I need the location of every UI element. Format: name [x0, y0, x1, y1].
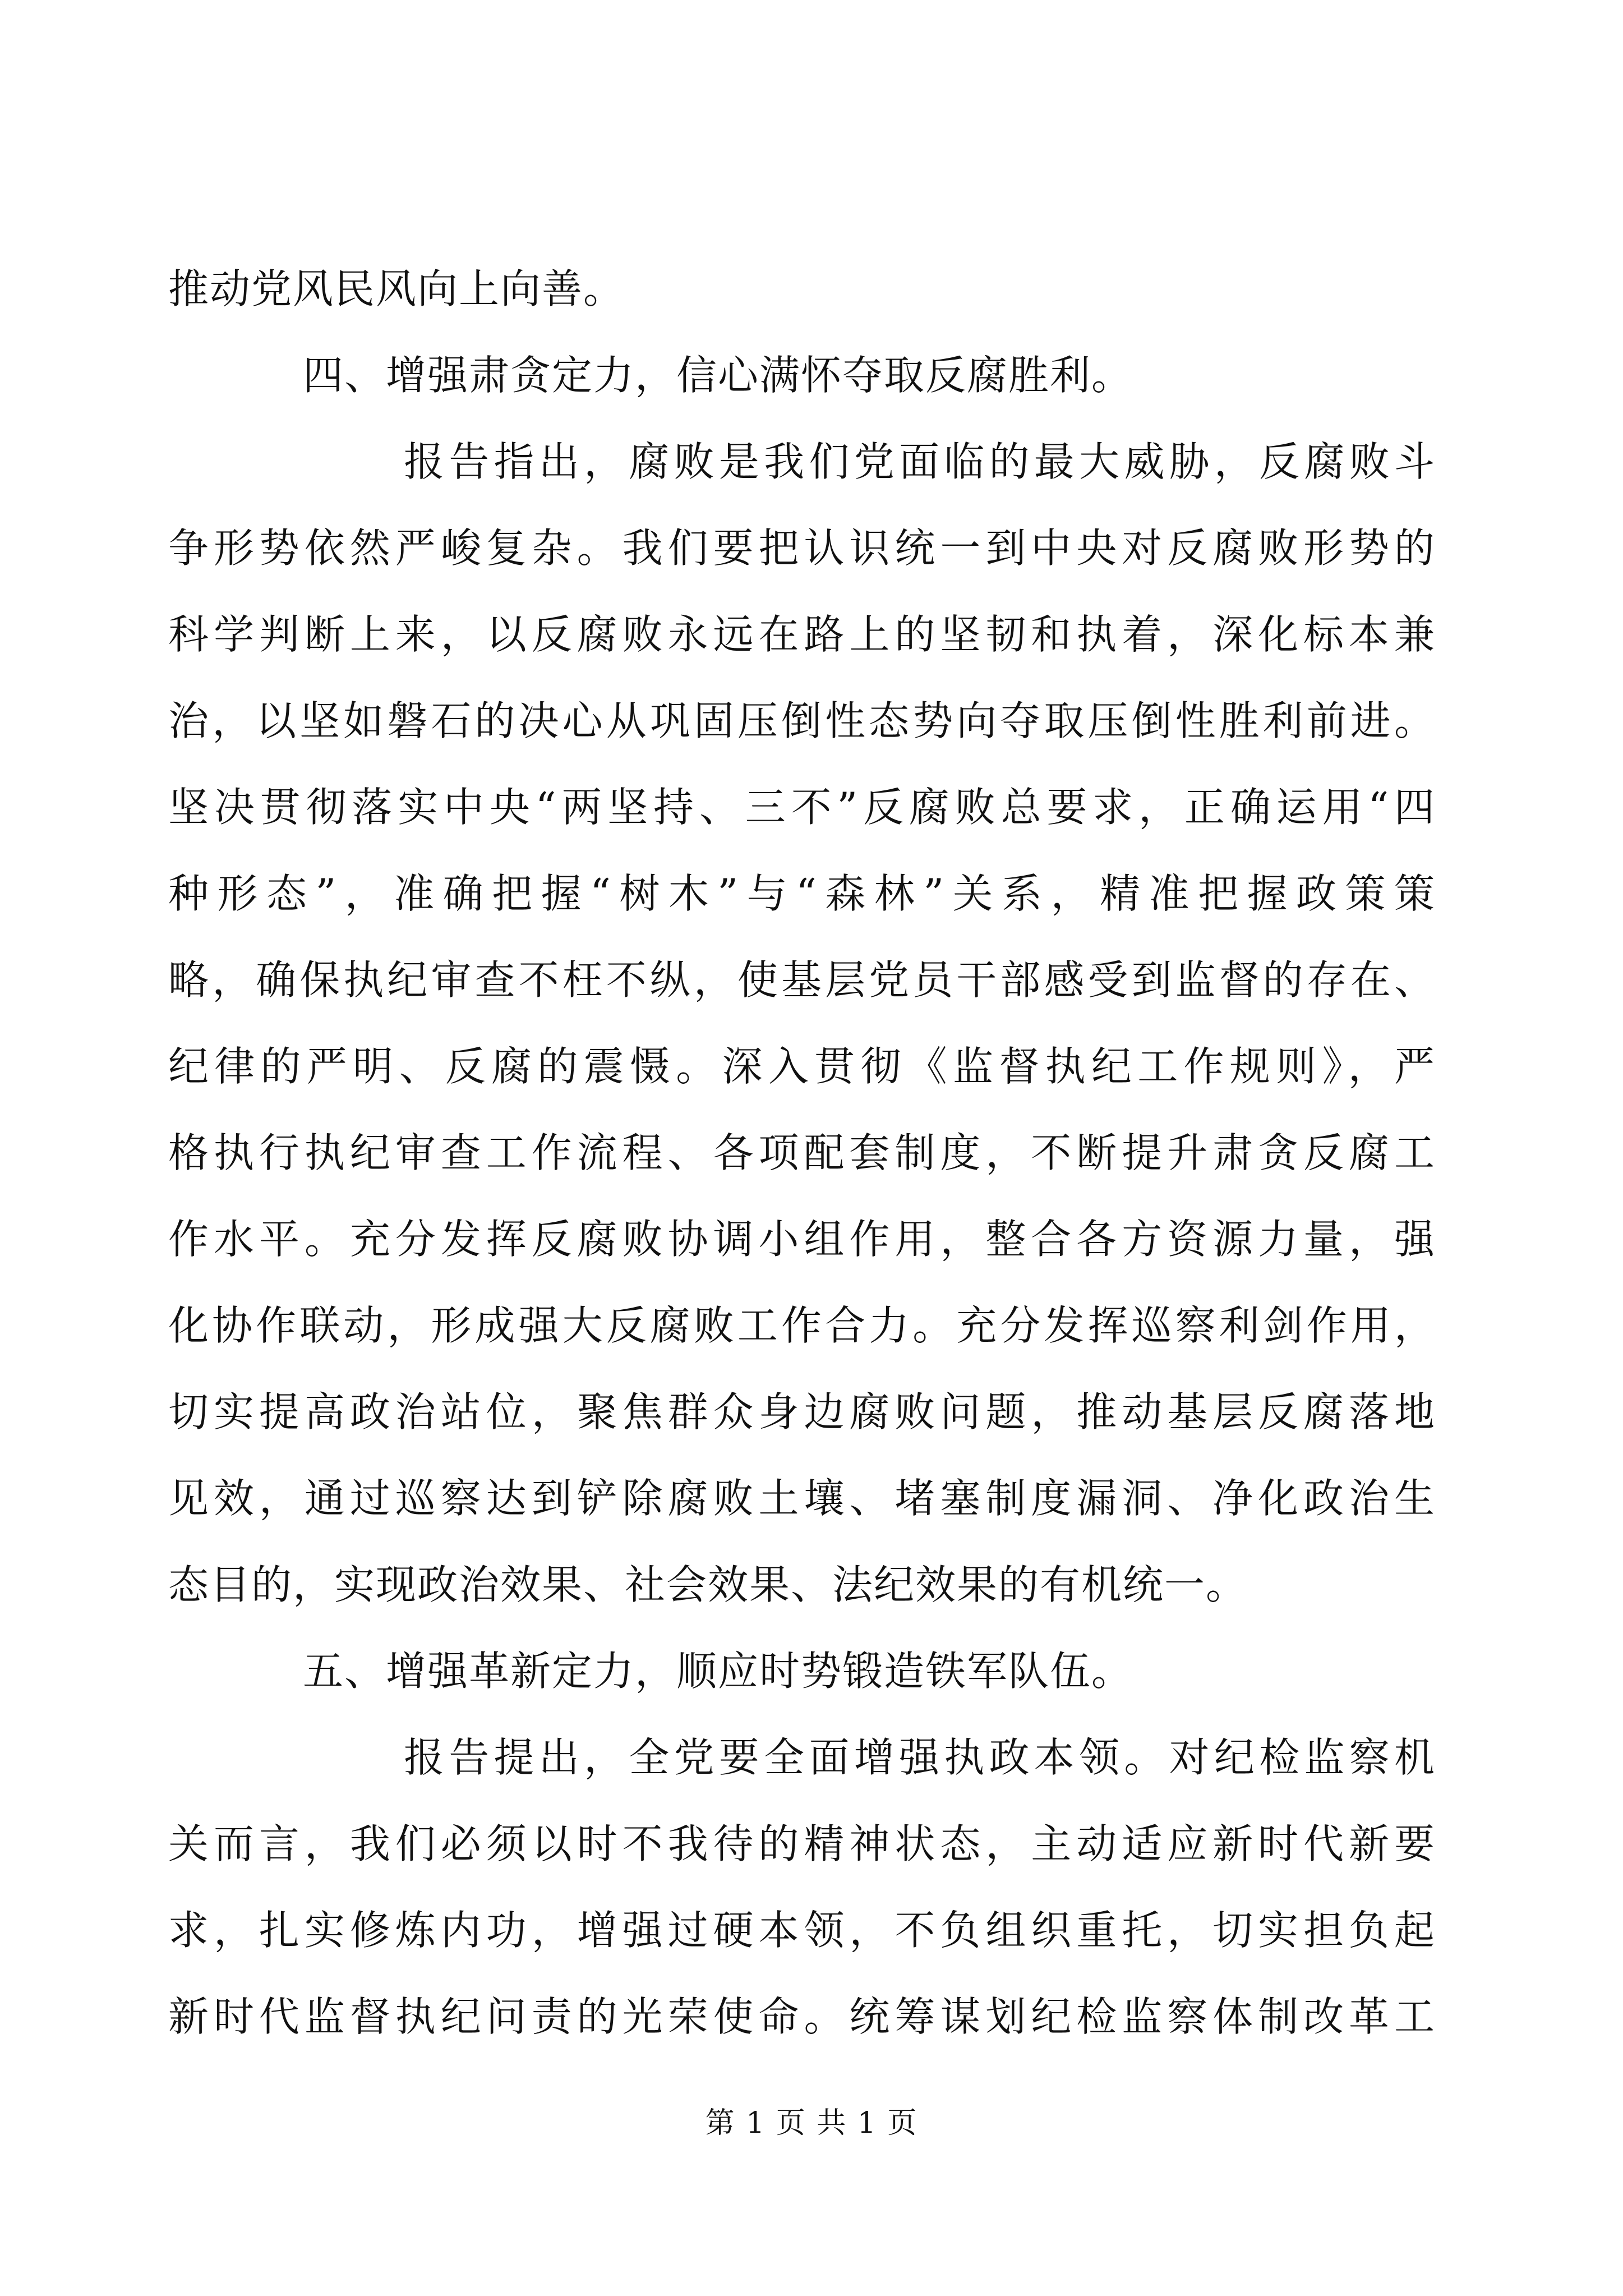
text-line: 种形态”，准确把握“树木”与“森林”关系，精准把握政策策	[168, 870, 1436, 917]
text-line: 推动党风民风向上向善。	[168, 265, 625, 312]
text-line: 作水平。充分发挥反腐败协调小组作用，整合各方资源力量，强	[168, 1216, 1436, 1263]
section-heading-4: 四、增强肃贪定力，信心满怀夺取反腐胜利。	[303, 352, 1133, 399]
text-line: 科学判断上来，以反腐败永远在路上的坚韧和执着，深化标本兼	[168, 611, 1436, 658]
page-number-footer: 第 1 页 共 1 页	[705, 2106, 918, 2140]
text-line: 化协作联动，形成强大反腐败工作合力。充分发挥巡察利剑作用，	[168, 1302, 1436, 1349]
text-line: 态目的，实现政治效果、社会效果、法纪效果的有机统一。	[168, 1561, 1248, 1608]
text-line: 切实提高政治站位，聚焦群众身边腐败问题，推动基层反腐落地	[168, 1388, 1436, 1435]
document-body	[168, 264, 1436, 2078]
text-line: 报告指出，腐败是我们党面临的最大威胁，反腐败斗	[404, 438, 1436, 485]
text-line: 见效，通过巡察达到铲除腐败土壤、堵塞制度漏洞、净化政治生	[168, 1475, 1436, 1522]
section-heading-5: 五、增强革新定力，顺应时势锻造铁军队伍。	[303, 1648, 1133, 1695]
text-line: 略，确保执纪审查不枉不纵，使基层党员干部感受到监督的存在、	[168, 956, 1436, 1004]
text-line: 争形势依然严峻复杂。我们要把认识统一到中央对反腐败形势的	[168, 524, 1436, 572]
text-line: 坚决贯彻落实中央“两坚持、三不”反腐败总要求，正确运用“四	[168, 784, 1436, 831]
text-line: 关而言，我们必须以时不我待的精神状态，主动适应新时代新要	[168, 1820, 1436, 1867]
text-line: 报告提出，全党要全面增强执政本领。对纪检监察机	[404, 1734, 1436, 1781]
text-line: 纪律的严明、反腐的震慑。深入贯彻《监督执纪工作规则》，严	[168, 1043, 1436, 1090]
text-line: 求，扎实修炼内功，增强过硬本领，不负组织重托，切实担负起	[168, 1907, 1436, 1954]
text-line: 新时代监督执纪问责的光荣使命。统筹谋划纪检监察体制改革工	[168, 1993, 1436, 2040]
text-line: 格执行执纪审查工作流程、各项配套制度，不断提升肃贪反腐工	[168, 1129, 1436, 1176]
text-line: 治，以坚如磐石的决心从巩固压倒性态势向夺取压倒性胜利前进。	[168, 697, 1436, 744]
